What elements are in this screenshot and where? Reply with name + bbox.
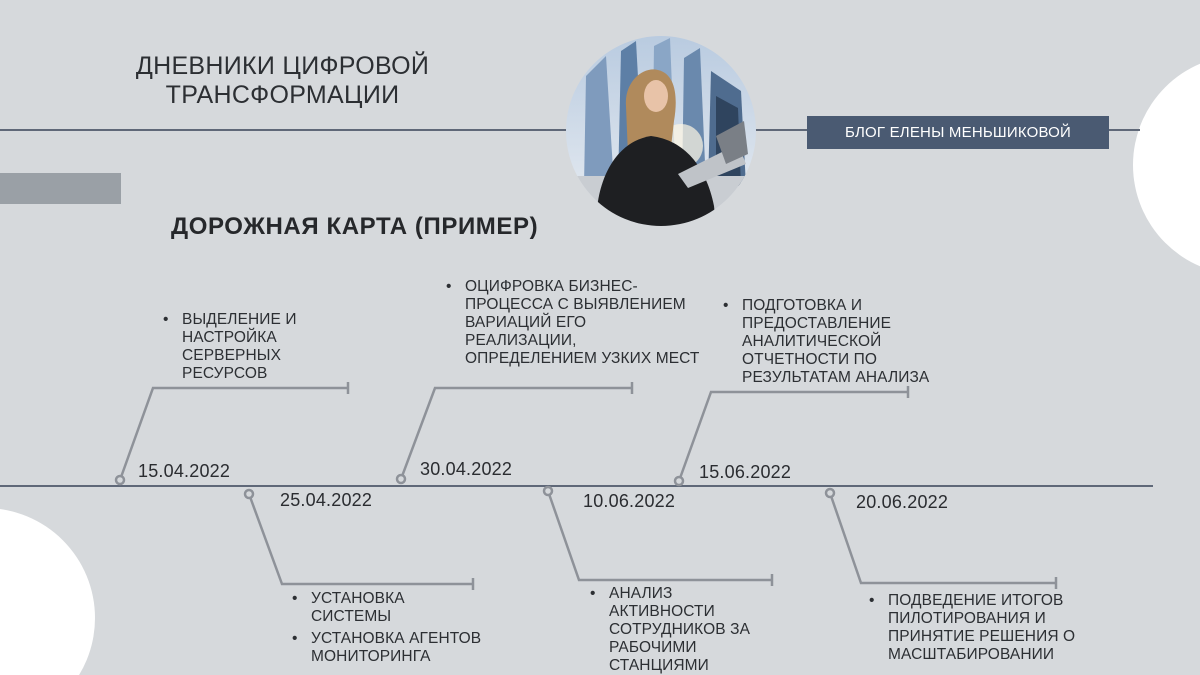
milestone-date-2: 25.04.2022 [280, 490, 373, 510]
list-item: • ПОДВЕДЕНИЕ ИТОГОВ ПИЛОТИРОВАНИЯ И ПРИНЯТИЕ РЕШЕНИЯ О МАСШТАБИРОВАНИИ [869, 592, 1084, 664]
title-line-1: ДНЕВНИКИ ЦИФРОВОЙ [135, 52, 430, 80]
roadmap-subtitle: ДОРОЖНАЯ КАРТА (ПРИМЕР) [171, 213, 539, 240]
list-item: • АНАЛИЗ АКТИВНОСТИ СОТРУДНИКОВ ЗА РАБОЧИМИ СТАНЦИЯМИ [590, 585, 770, 675]
milestone-date-6: 20.06.2022 [856, 492, 949, 512]
title-line-2: ТРАНСФОРМАЦИИ [165, 81, 400, 109]
milestone-list-4 [590, 585, 770, 675]
list-item: • ПОДГОТОВКА И ПРЕДОСТАВЛЕНИЕ АНАЛИТИЧЕСКОЙ ОТЧЕТНОСТИ ПО РЕЗУЛЬТАТАМ АНАЛИЗА [723, 297, 958, 387]
list-item: • ВЫДЕЛЕНИЕ И НАСТРОЙКА СЕРВЕРНЫХ РЕСУРСОВ [163, 311, 333, 383]
list-item: • УСТАНОВКА АГЕНТОВ МОНИТОРИНГА [292, 630, 497, 666]
milestone-list-5 [723, 297, 958, 391]
blog-badge: БЛОГ ЕЛЕНЫ МЕНЬШИКОВОЙ [807, 116, 1109, 149]
list-item: • ОЦИФРОВКА БИЗНЕС-ПРОЦЕССА С ВЫЯВЛЕНИЕМ ВАРИАЦИЙ ЕГО РЕАЛИЗАЦИИ, ОПРЕДЕЛЕНИЕМ УЗКИХ МЕСТ [446, 278, 701, 368]
milestone-date-3: 30.04.2022 [420, 459, 513, 479]
milestone-list-3 [446, 278, 701, 372]
list-item: • УСТАНОВКА СИСТЕМЫ [292, 590, 421, 626]
milestone-date-4: 10.06.2022 [583, 491, 676, 511]
milestone-list-1 [163, 311, 333, 387]
milestone-list-6 [869, 592, 1084, 668]
milestone-date-5: 15.06.2022 [699, 462, 792, 482]
milestone-list-2 [292, 590, 497, 670]
milestone-date-1: 15.04.2022 [138, 461, 231, 481]
